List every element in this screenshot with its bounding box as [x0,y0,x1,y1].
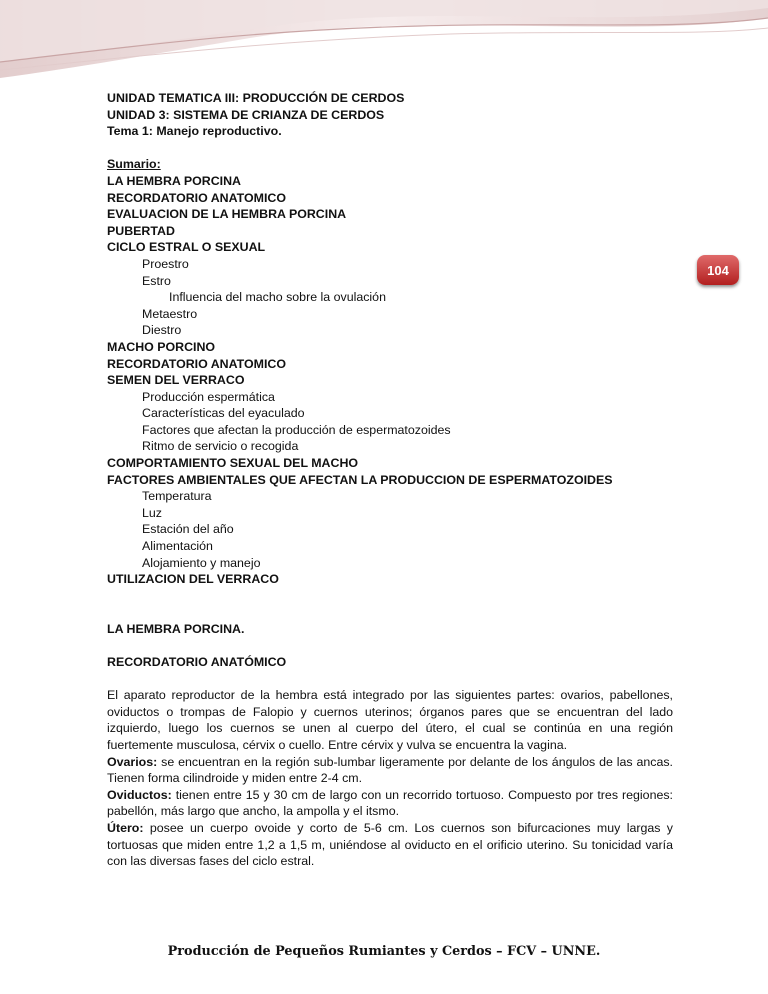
unit-subtitle: UNIDAD 3: SISTEMA DE CRIANZA DE CERDOS [107,107,385,122]
summary-item: EVALUACION DE LA HEMBRA PORCINA [107,207,347,222]
summary-item: MACHO PORCINO [107,339,216,354]
summary-subitem: Proestro [142,256,189,271]
utero-paragraph [107,820,673,870]
summary-subitem: Diestro [142,323,182,338]
summary-item: LA HEMBRA PORCINA [107,173,241,188]
oviductos-text: tienen entre 15 y 30 cm de largo con un recorrido tortuoso. Compuesto por tres regiones: pabellón, más largo que ancho, la ampolla y el itsmo. [107,787,673,819]
unit-title: UNIDAD TEMATICA III: PRODUCCIÓN DE CERDOS [107,91,405,105]
topic-title: Tema 1: Manejo reproductivo. [107,124,282,139]
header-wave-decoration [0,0,768,80]
summary-title: Sumario: [107,157,161,172]
oviductos-label: Oviductos: [107,787,172,802]
summary-item: SEMEN DEL VERRACO [107,373,245,388]
page-number-badge: 104 [697,255,739,285]
utero-label: Útero: [107,820,144,835]
summary-subitem: Luz [142,505,162,520]
oviductos-paragraph [107,787,673,820]
summary-subitem: Producción espermática [142,389,275,404]
utero-text: posee un cuerpo ovoide y corto de 5-6 cm. Los cuernos son bifurcaciones muy largas y tortuosas que miden entre 1,2 a 1,5 m, uniéndose al oviducto en el orificio uterino. Su tonicidad varía con las diversas fases del ciclo estral. [107,820,673,869]
document-body [107,90,673,870]
summary-item: COMPORTAMIENTO SEXUAL DEL MACHO [107,456,359,471]
summary-item: CICLO ESTRAL O SEXUAL [107,240,266,255]
summary-subsubitem: Influencia del macho sobre la ovulación [169,290,386,305]
summary-subitem: Alojamiento y manejo [142,555,261,570]
summary-subitem: Factores que afectan la producción de espermatozoides [142,422,451,437]
ovarios-label: Ovarios: [107,754,158,769]
summary-item: PUBERTAD [107,223,175,238]
summary-item: UTILIZACION DEL VERRACO [107,572,279,587]
ovarios-paragraph [107,754,673,787]
ovarios-text: se encuentran en la región sub-lumbar ligeramente por delante de los ángulos de las ancas. Tienen forma cilindroide y miden entre 2-4 cm. [107,754,673,786]
section-subtitle: RECORDATORIO ANATÓMICO [107,655,287,669]
summary-subitem: Estación del año [142,522,234,537]
summary-subitem: Temperatura [142,489,212,504]
summary-item: FACTORES AMBIENTALES QUE AFECTAN LA PRODUCCION DE ESPERMATOZOIDES [107,472,613,487]
intro-paragraph: El aparato reproductor de la hembra está integrado por las siguientes partes: ovarios, pabellones, oviductos o trompas de Falopio y cuernos uterinos; órganos pares que se encuentran del lado izquierdo, luego los cuernos se unen al cuerpo del útero, el cual se continúa en una región fuertemente musculosa, cérvix o cuello. Entre cérvix y vulva se encuentra la vagina. [107,688,673,752]
summary-subitem: Ritmo de servicio o recogida [142,439,299,454]
summary-subitem: Características del eyaculado [142,406,305,421]
summary-subitem: Metaestro [142,306,198,321]
summary-subitem: Alimentación [142,539,213,554]
page-footer: Producción de Pequeños Rumiantes y Cerdos – FCV – UNNE. [167,944,601,959]
summary-item: RECORDATORIO ANATOMICO [107,356,286,371]
summary-subitem: Estro [142,273,171,288]
summary-item: RECORDATORIO ANATOMICO [107,190,286,205]
section-title: LA HEMBRA PORCINA. [107,621,245,636]
